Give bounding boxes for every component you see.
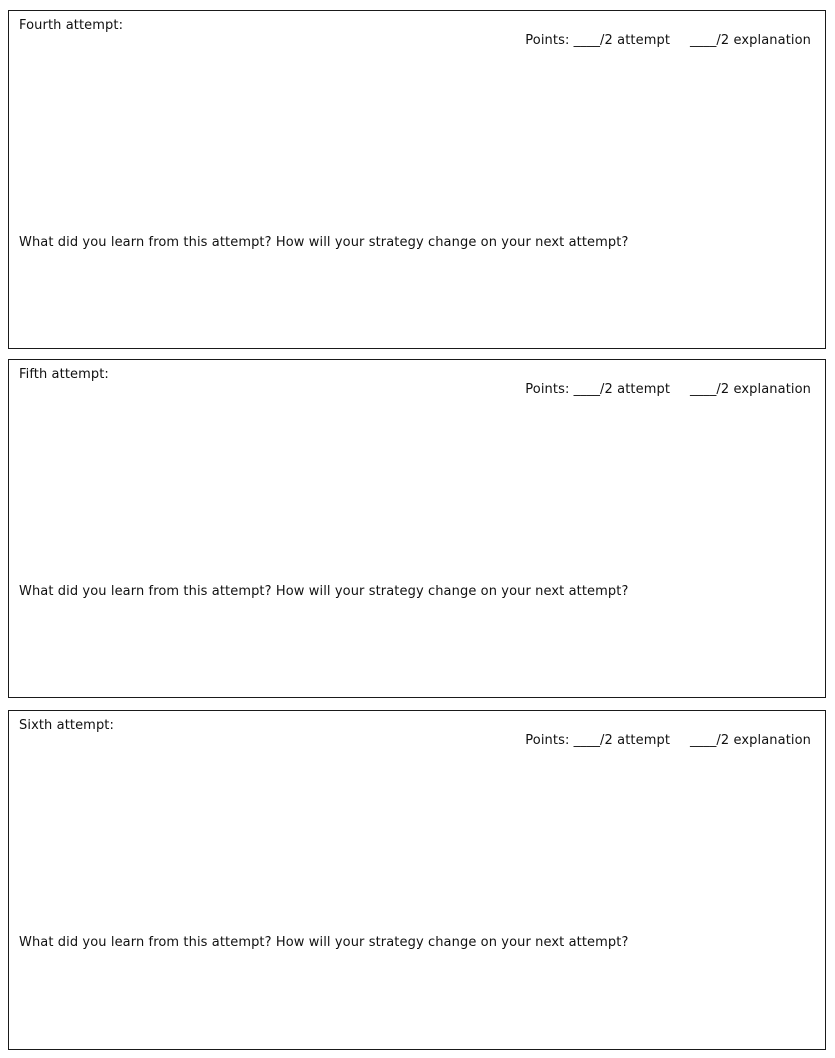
reflection-question: What did you learn from this attempt? How will your strategy change on your next attempt? <box>19 584 629 599</box>
points-attempt: Points: ____/2 attempt <box>525 33 671 48</box>
points-attempt: Points: ____/2 attempt <box>525 382 671 397</box>
points-explanation: ____/2 explanation <box>690 733 811 748</box>
reflection-question: What did you learn from this attempt? How will your strategy change on your next attempt? <box>19 935 629 950</box>
points-explanation: ____/2 explanation <box>690 382 811 397</box>
attempt-title: Fourth attempt: <box>19 18 124 33</box>
attempt-box-fourth <box>8 10 826 349</box>
attempt-box-sixth <box>8 710 826 1050</box>
attempt-box-fifth <box>8 359 826 698</box>
points-attempt: Points: ____/2 attempt <box>525 733 671 748</box>
points-explanation: ____/2 explanation <box>690 33 811 48</box>
points-line <box>508 367 811 412</box>
attempt-title: Sixth attempt: <box>19 718 114 733</box>
points-line <box>508 18 811 63</box>
points-line <box>508 718 811 763</box>
reflection-question: What did you learn from this attempt? How will your strategy change on your next attempt? <box>19 235 629 250</box>
attempt-title: Fifth attempt: <box>19 367 109 382</box>
